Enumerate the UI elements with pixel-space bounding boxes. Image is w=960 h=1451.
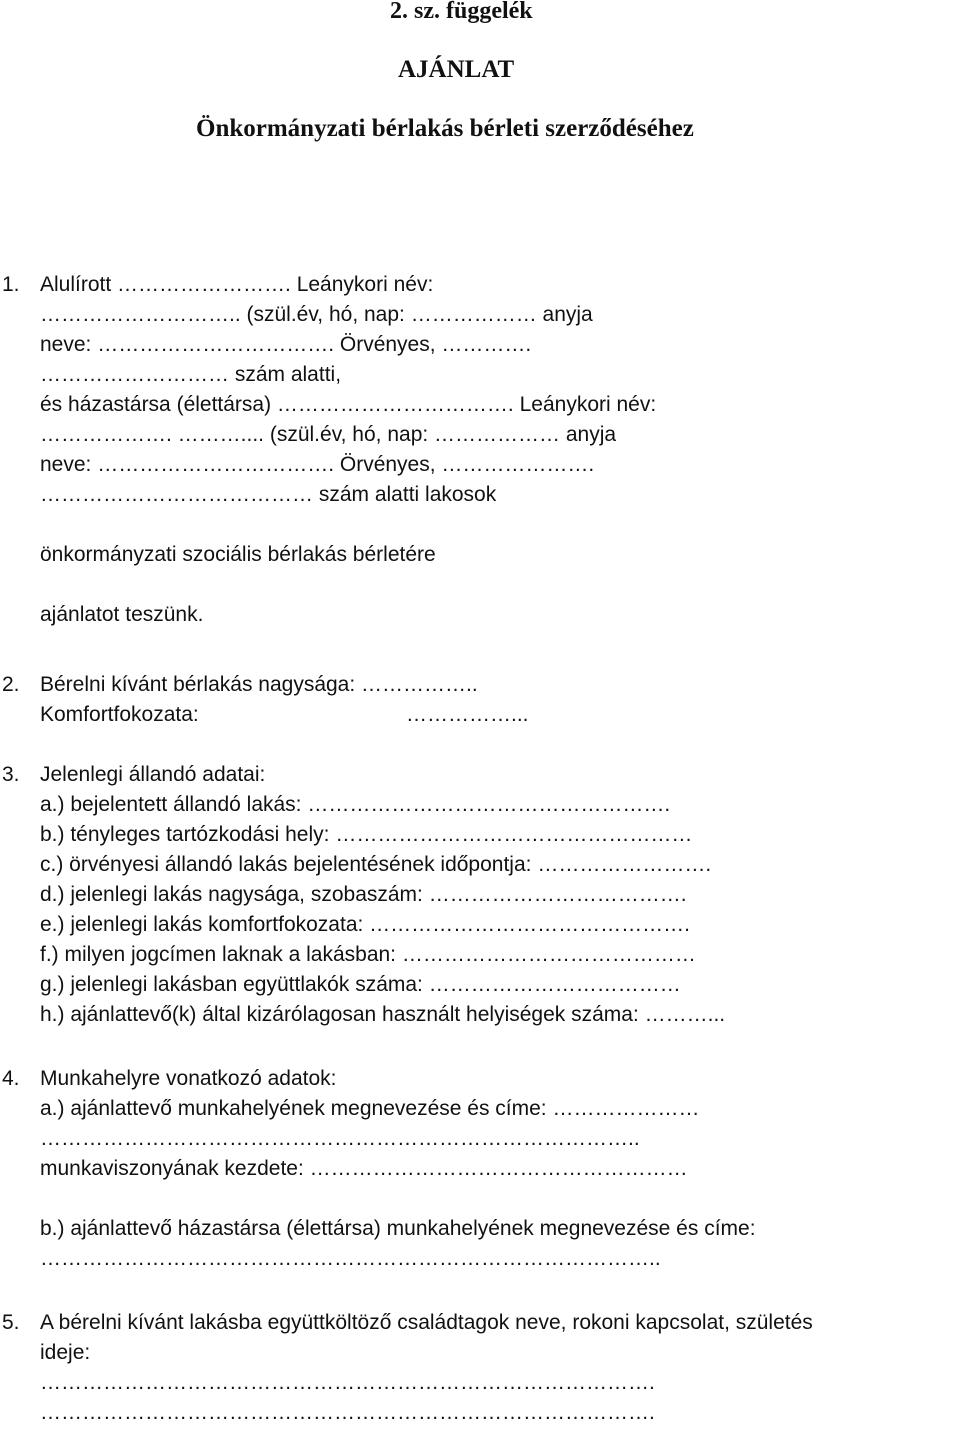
section-1-number: 1. bbox=[2, 273, 20, 296]
desired-size-line: Bérelni kívánt bérlakás nagysága: …………….. bbox=[40, 673, 478, 696]
section-4-line bbox=[0, 1064, 960, 1094]
section-4-number: 4. bbox=[2, 1067, 20, 1090]
section-2-line bbox=[0, 700, 960, 730]
section-1-line bbox=[0, 600, 960, 630]
family-blank-line: ……………………………………………………………………………. bbox=[40, 1371, 655, 1394]
section-4-line bbox=[0, 1214, 960, 1244]
section-2 bbox=[0, 670, 960, 730]
list-item: d.) jelenlegi lakás nagysága, szobaszám: ………………………………. bbox=[40, 883, 687, 906]
section-1-line bbox=[0, 360, 960, 390]
section-3-heading: Jelenlegi állandó adatai: bbox=[40, 763, 266, 786]
section-4-line bbox=[0, 1244, 960, 1274]
birth-date-label: ideje: bbox=[40, 1341, 91, 1364]
section-2-line bbox=[0, 670, 960, 700]
spouse-address-line: ………………………………… szám alatti lakosok bbox=[40, 483, 497, 506]
family-members-line: A bérelni kívánt lakásba együttköltöző családtagok neve, rokoni kapcsolat, születés bbox=[40, 1311, 813, 1334]
section-2-number: 2. bbox=[2, 673, 20, 696]
list-item: b.) tényleges tartózkodási hely: …………………………………………… bbox=[40, 823, 693, 846]
mother-name-line: neve: ……………………………. Örvényes, …………. bbox=[40, 333, 532, 356]
employer-line: a.) ajánlattevő munkahelyének megnevezése és címe: ………………… bbox=[40, 1097, 700, 1120]
list-item: e.) jelenlegi lakás komfortfokozata: ………………………………………. bbox=[40, 913, 690, 936]
section-4 bbox=[0, 1064, 960, 1274]
section-4-heading: Munkahelyre vonatkozó adatok: bbox=[40, 1067, 337, 1090]
document-title: AJÁNLAT bbox=[398, 56, 515, 83]
spouse-name-line: és házastársa (élettársa) ……………………………. Leánykori név: bbox=[40, 393, 657, 416]
family-blank-line: ……………………………………………………………………………. bbox=[40, 1401, 655, 1424]
section-4-line bbox=[0, 1124, 960, 1154]
section-4-line bbox=[0, 1154, 960, 1184]
undersigned-name-line: Alulírott ……………………. Leánykori név: bbox=[40, 273, 434, 296]
section-1-line bbox=[0, 330, 960, 360]
section-5-number: 5. bbox=[2, 1311, 20, 1334]
comfort-level-label: Komfortfokozata: bbox=[40, 703, 199, 726]
section-1-line bbox=[0, 390, 960, 420]
section-1-line bbox=[0, 420, 960, 450]
document-subtitle: Önkormányzati bérlakás bérleti szerződéséhez bbox=[196, 115, 694, 142]
section-5-line bbox=[0, 1338, 960, 1368]
section-5 bbox=[0, 1308, 960, 1428]
offer-statement-line: ajánlatot teszünk. bbox=[40, 603, 204, 626]
section-1-line bbox=[0, 300, 960, 330]
spouse-mother-name-line: neve: ……………………………. Örvényes, …………………. bbox=[40, 453, 595, 476]
section-3 bbox=[0, 760, 960, 1030]
annex-label: 2. sz. függelék bbox=[390, 0, 533, 24]
list-item: g.) jelenlegi lakásban együttlakók száma: ……………………………… bbox=[40, 973, 681, 996]
section-4-line bbox=[0, 1094, 960, 1124]
comfort-level-value: ……………... bbox=[406, 703, 529, 726]
section-1-line bbox=[0, 480, 960, 510]
address-line: ……………………… szám alatti, bbox=[40, 363, 342, 386]
list-item: a.) bejelentett állandó lakás: ……………………………………………. bbox=[40, 793, 671, 816]
section-1-line bbox=[0, 450, 960, 480]
section-1 bbox=[0, 270, 960, 630]
list-item: f.) milyen jogcímen laknak a lakásban: …………………………………… bbox=[40, 943, 696, 966]
section-3-line bbox=[0, 760, 960, 790]
spouse-birth-date-line: ………………. ……….... (szül.év, hó, nap: ……………… anyja bbox=[40, 423, 617, 446]
birth-date-line: ……………………….. (szül.év, hó, nap: ……………… anyja bbox=[40, 303, 593, 326]
spouse-employer-blank-line: …………………………………………………………………………….. bbox=[40, 1247, 661, 1270]
section-1-line bbox=[0, 540, 960, 570]
list-item: h.) ajánlattevő(k) által kizárólagosan használt helyiségek száma: ………... bbox=[40, 1003, 726, 1026]
section-3-number: 3. bbox=[2, 763, 20, 786]
section-5-line bbox=[0, 1398, 960, 1428]
rental-purpose-line: önkormányzati szociális bérlakás bérletére bbox=[40, 543, 436, 566]
employment-start-line: munkaviszonyának kezdete: ……………………………………………… bbox=[40, 1157, 688, 1180]
list-item: c.) örvényesi állandó lakás bejelentésének időpontja: ……………………. bbox=[40, 853, 712, 876]
offer-form bbox=[0, 270, 960, 1428]
section-1-line bbox=[0, 270, 960, 300]
section-5-line bbox=[0, 1368, 960, 1398]
section-5-line bbox=[0, 1308, 960, 1338]
employer-blank-line: ………………………………………………………………………….. bbox=[40, 1127, 640, 1150]
spouse-employer-line: b.) ajánlattevő házastársa (élettársa) munkahelyének megnevezése és címe: bbox=[40, 1217, 756, 1240]
